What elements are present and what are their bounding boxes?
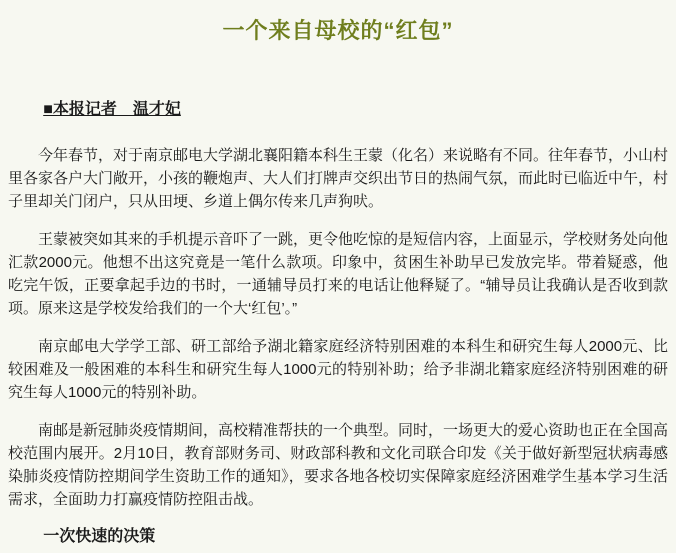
paragraph-2: 王蒙被突如其来的手机提示音吓了一跳，更令他吃惊的是短信内容，上面显示，学校财务处向他汇款2000元。他想不出这究竟是一笔什么款项。印象中，贫困生补助早已发放完毕。带着疑惑，他吃完午饭，正要拿起手边的书时，一通辅导员打来的电话让他释疑了。“辅导员让我确认是否收到款项。原来这是学校发给我们的一个大‘红包’。” — [8, 231, 669, 317]
paragraph-4: 南邮是新冠肺炎疫情期间，高校精准帮扶的一个典型。同时，一场更大的爱心资助也正在全国高校范围内展开。2月10日，教育部财务司、财政部科教和文化司联合印发《关于做好新型冠状病毒感染肺炎疫情防控期间学生资助工作的通知》，要求各地各校切实保障家庭经济困难学生基本学习生活需求，全面助力打赢疫情防控阻击战。 — [8, 422, 669, 508]
section-heading: 一次快速的决策 — [43, 528, 156, 545]
article-title: 一个来自母校的“红包” — [222, 18, 454, 43]
byline: ■本报记者 温才妃 — [43, 101, 181, 118]
article-body — [8, 144, 668, 511]
paragraph-3: 南京邮电大学学工部、研工部给予湖北籍家庭经济特别困难的本科生和研究生每人2000元、比较困难及一般困难的本科生和研究生每人1000元的特别补助；给予非湖北籍家庭经济特别困难的研究生每人1000元的特别补助。 — [8, 338, 668, 401]
paragraph-1: 今年春节，对于南京邮电大学湖北襄阳籍本科生王蒙（化名）来说略有不同。往年春节，小山村里各家各户大门敞开，小孩的鞭炮声、大人们打牌声交织出节日的热闹气氛，而此时已临近中午，村子里却关门闭户，只从田埂、乡道上偶尔传来几声狗吠。 — [8, 147, 669, 210]
